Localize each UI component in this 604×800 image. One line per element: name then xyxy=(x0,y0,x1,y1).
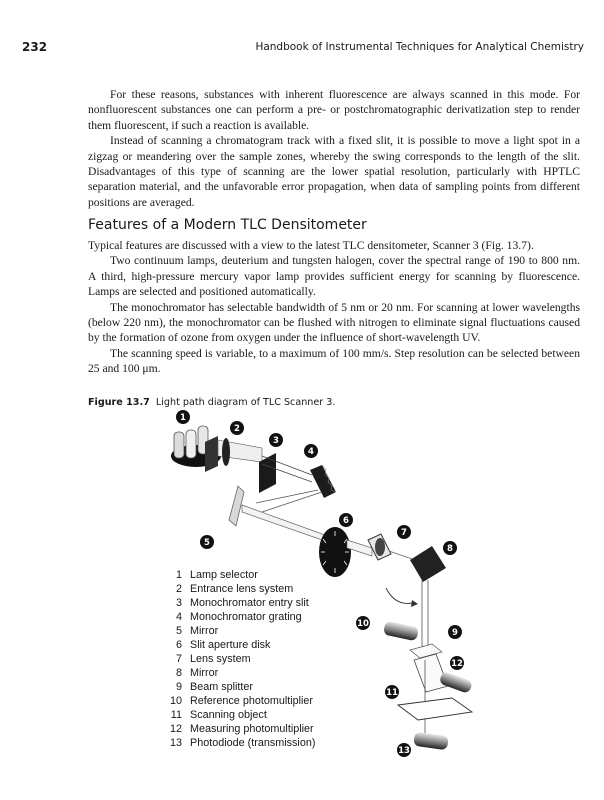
measuring-photomultiplier xyxy=(439,671,474,694)
legend-label: Lamp selector xyxy=(190,569,258,581)
legend-item xyxy=(168,666,315,680)
paragraph: Two continuum lamps, deuterium and tungsten halogen, cover the spectral range of 190 to 800 nm. A third, high-pressure mercury vapor lamp provides sufficient energy for scanning by fluorescence. Lamps are selected and positioned automatically. xyxy=(88,254,580,299)
figure-label: Figure 13.7 xyxy=(88,397,150,408)
legend-number: 7 xyxy=(175,653,182,665)
legend-number: 8 xyxy=(175,667,182,679)
legend-label: Lens system xyxy=(190,653,251,665)
legend-number: 12 xyxy=(169,723,182,735)
entrance-lens-system xyxy=(205,436,262,472)
slit-aperture-disk xyxy=(319,527,351,577)
scanning-object xyxy=(398,698,472,720)
legend-number: 4 xyxy=(175,611,182,623)
legend-label: Slit aperture disk xyxy=(190,639,271,651)
svg-text:8: 8 xyxy=(447,544,453,554)
legend-item xyxy=(168,582,315,596)
legend-label: Mirror xyxy=(190,625,219,637)
paragraph: For these reasons, substances with inherent fluorescence are always scanned in this mode. For nonfluorescent substances one can perform a pre- or postchromatographic derivatization step to render them fluorescent, if such a reaction is available. xyxy=(88,88,580,132)
svg-text:13: 13 xyxy=(398,746,410,756)
svg-text:5: 5 xyxy=(204,538,210,548)
legend-label: Measuring photomultiplier xyxy=(190,723,314,735)
legend-number: 13 xyxy=(169,737,182,749)
legend-number: 2 xyxy=(175,583,182,595)
legend-label: Monochromator entry slit xyxy=(190,597,309,609)
paragraph: The scanning speed is variable, to a maximum of 100 mm/s. Step resolution can be selected between 25 and 100 μm. xyxy=(88,346,580,376)
legend-item xyxy=(168,708,315,722)
legend-item xyxy=(168,652,315,666)
legend-label: Scanning object xyxy=(190,709,267,721)
legend-number: 1 xyxy=(175,569,182,581)
svg-text:11: 11 xyxy=(386,688,398,698)
legend-label: Reference photomultiplier xyxy=(190,695,314,707)
legend-label: Beam splitter xyxy=(190,681,254,693)
callout-marker xyxy=(304,444,318,458)
legend-label: Mirror xyxy=(190,667,219,679)
legend-number: 11 xyxy=(170,709,182,721)
legend-item xyxy=(168,736,315,750)
paragraph: The monochromator has selectable bandwidth of 5 nm or 20 nm. For scanning at lower wavelengths (below 220 nm), the monochromator can be flushed with nitrogen to eliminate signal fluctuations caused by the formation of ozone from oxygen under the influence of short-wavelength UV. xyxy=(88,300,580,345)
callout-marker xyxy=(200,535,214,549)
callout-marker xyxy=(339,513,353,527)
figure-legend xyxy=(168,568,315,750)
legend-item xyxy=(168,638,315,652)
legend-item xyxy=(168,610,315,624)
running-title: Handbook of Instrumental Techniques for Analytical Chemistry xyxy=(255,41,584,53)
callout-marker xyxy=(448,625,462,639)
legend-number: 9 xyxy=(175,681,182,693)
legend-number: 5 xyxy=(175,625,182,637)
legend-item xyxy=(168,624,315,638)
svg-text:9: 9 xyxy=(452,628,458,638)
page-number: 232 xyxy=(22,40,48,54)
svg-text:1: 1 xyxy=(180,413,186,423)
legend-label: Monochromator grating xyxy=(190,611,302,623)
reference-photomultiplier xyxy=(383,621,419,642)
svg-text:12: 12 xyxy=(451,659,463,669)
monochromator-grating xyxy=(310,465,336,498)
legend-label: Photodiode (transmission) xyxy=(190,737,316,749)
legend-item xyxy=(168,722,315,736)
legend-label: Entrance lens system xyxy=(190,583,294,595)
legend-item xyxy=(168,596,315,610)
callout-marker xyxy=(397,743,411,757)
svg-text:7: 7 xyxy=(401,528,407,538)
beam-splitter xyxy=(410,644,448,692)
callout-marker xyxy=(269,433,283,447)
legend-number: 10 xyxy=(169,695,182,707)
mirror-8 xyxy=(410,546,446,582)
svg-text:3: 3 xyxy=(273,436,279,446)
svg-text:10: 10 xyxy=(357,619,369,629)
photodiode xyxy=(413,732,449,751)
legend-number: 6 xyxy=(175,639,182,651)
callout-marker xyxy=(450,656,464,670)
section-heading: Features of a Modern TLC Densitometer xyxy=(88,217,367,233)
legend-item xyxy=(168,568,315,582)
paragraph: Typical features are discussed with a view to the latest TLC densitometer, Scanner 3 (Fig. 13.7). xyxy=(88,239,534,252)
legend-item xyxy=(168,680,315,694)
svg-text:4: 4 xyxy=(308,447,314,457)
figure-caption-text: Light path diagram of TLC Scanner 3. xyxy=(155,397,336,408)
monochromator-entry-slit xyxy=(259,453,312,493)
callout-marker xyxy=(176,410,190,424)
callout-marker xyxy=(397,525,411,539)
svg-text:2: 2 xyxy=(234,424,240,434)
legend-item xyxy=(168,694,315,708)
paragraph: Instead of scanning a chromatogram track with a fixed slit, it is possible to move a light spot in a zigzag or meandering over the sample zones, whereby the swing corresponds to the length of the slit. Disadvantages of this type of scanning are the lower spatial resolution, particularly with HPTLC separation material, and the unfavorable error propagation, when data of sampling points from different positions are averaged. xyxy=(88,134,580,209)
svg-text:6: 6 xyxy=(343,516,349,526)
callout-marker xyxy=(443,541,457,555)
callout-marker xyxy=(385,685,399,699)
legend-number: 3 xyxy=(175,597,182,609)
callout-marker xyxy=(356,616,370,630)
callout-marker xyxy=(230,421,244,435)
